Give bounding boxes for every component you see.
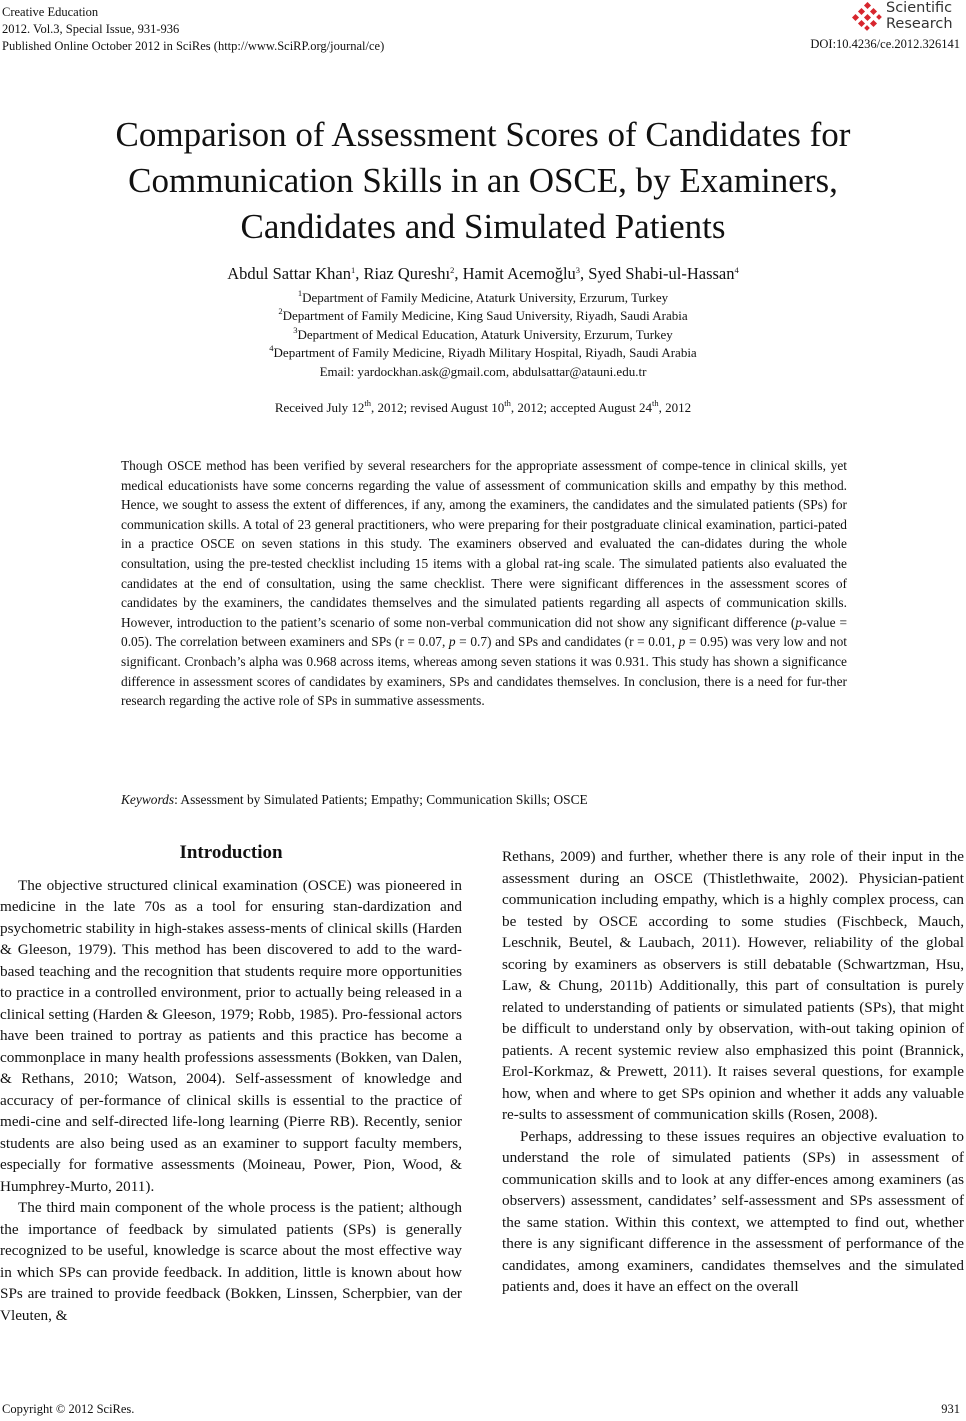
author-sup: 3: [575, 265, 581, 275]
received-text: , 2012; accepted August 24: [510, 400, 653, 415]
received-text: , 2012; revised August 10: [371, 400, 505, 415]
affiliation-text: Department of Family Medicine, King Saud University, Riyadh, Saudi Arabia: [282, 308, 688, 323]
abstract-text: Though OSCE method has been verified by several researchers for the appropriate assessment of compe-tence in clinical skills, yet medical educationists have some concerns regarding the value of assessment of communication skills and empathy by this method. Hence, we sought to assess the extent of differences, if any, among the examiners, the candidates and the simulated patients (SPs) for communication skills. A total of 23 general practitioners, who were preparing for their postgraduate clinical examination, partici-pated in a practice OSCE on seven stations in this study. The examiners observed and evaluated the can-didates during the whole consultation, using the pre-tested checklist including 15 items with a global rat-ing scale. The simulated patients also evaluated the candidates at the end of consultation, using the same checklist. There were significant differences in the assessment scores of candidates by the examiners, the candidates themselves and the simulated patients regarding all aspects of communication skills. However, introduction to the patient’s scenario of some non-verbal communication did not show any significant difference (: [121, 458, 847, 630]
abstract-italic: p: [678, 634, 686, 650]
author-sup: 1: [350, 265, 356, 275]
logo-line-1: Scientific: [886, 0, 953, 16]
author-sep: ,: [355, 264, 364, 283]
journal-published: Published Online October 2012 in SciRes (http://www.SciRP.org/journal/ce): [2, 39, 385, 53]
body-column-right: [502, 846, 964, 1298]
journal-name: Creative Education: [2, 5, 99, 19]
affiliation-sup: 4: [269, 343, 274, 353]
author-email[interactable]: Email: yardockhan.ask@gmail.com, abdulsattar@atauni.edu.tr: [319, 364, 647, 379]
received-text: Received July 12: [274, 400, 365, 415]
received-sup: th: [652, 398, 659, 408]
abstract-text: = 0.7) and SPs and candidates (r = 0.01,: [455, 634, 679, 650]
abstract-text: = 0.95) was very low and not significant. Cronbach’s alpha was 0.968 across items, whereas among seven stations it was 0.931. This study has shown a significance difference in assessment scores of candidates by examiners, SPs and candidates themselves. In conclusion, there is a need for fur-ther research regarding the active role of SPs in summative assessments.: [121, 634, 848, 709]
affiliation-sup: 3: [293, 325, 298, 335]
affiliation-text: Department of Family Medicine, Ataturk University, Erzurum, Turkey: [302, 290, 669, 305]
affiliation: [0, 345, 966, 361]
author-list: [0, 264, 966, 284]
affiliation-text: Department of Family Medicine, Riyadh Military Hospital, Riyadh, Saudi Arabia: [273, 345, 697, 360]
abstract-italic: p: [795, 614, 803, 630]
scientific-research-logo: [852, 0, 962, 36]
journal-issue: 2012. Vol.3, Special Issue, 931-936: [2, 22, 180, 36]
paper-title: [60, 112, 906, 250]
abstract: [121, 456, 847, 711]
keywords: [121, 792, 847, 808]
author-sup: 4: [734, 265, 739, 275]
received-sup: th: [504, 398, 511, 408]
received-text: , 2012: [658, 400, 692, 415]
title-line-2: Communication Skills in an OSCE, by Examiners,: [128, 161, 838, 200]
paragraph: The third main component of the whole process is the patient; although the importance of feedback by simulated patients (SPs) is generally recognized to be useful, knowledge is scarce about the most effective way in which SPs can provide feedback. In addition, little is known about how SPs are trained to provide feedback (Bokken, Linssen, Scherpbier, van der Vleuten, &: [0, 1199, 462, 1324]
body-column-left: [0, 842, 462, 1326]
journal-header: [2, 4, 384, 55]
affiliation-text: Department of Medical Education, Ataturk University, Erzurum, Turkey: [297, 327, 673, 342]
title-line-1: Comparison of Assessment Scores of Candidates for: [115, 115, 851, 154]
author-sep: ,: [454, 264, 463, 283]
paragraph: The objective structured clinical examination (OSCE) was pioneered in medicine in the late 70s as a tool for ensuring stan-dardization and psychometric stability in high-stakes assess-ments of clinical skills (Harden & Gleeson, 1979). This method has been discovered to add to the ward-based teaching and the recognition that students require more opportunities to practice in a controlled environment, prior to actually being released in a clinical setting (Harden & Gleeson, 1979; Robb, 1985). Pro-fessional actors have been trained to portray as patients and this practice has become a commonplace in many health professions assessments (Bokken, van Dalen, & Rethans, 2010; Watson, 2004). Self-assessment of knowledge and accuracy of per-formance of clinical skills is essential to the practice of medi-cine and self-directed life-long learning (Pierre RB). Recently, senior students are also being used as an examiner to support faculty members, especially for formative assessments (Moineau, Power, Pion, Wood, & Humphrey-Murto, 2011).: [0, 876, 462, 1195]
abstract-text: -value = 0.05). The correlation between examiners and SPs (r = 0.07,: [121, 614, 848, 650]
affiliation-sup: 1: [297, 288, 303, 298]
section-heading: Introduction: [179, 842, 283, 863]
received-sup: th: [364, 398, 371, 408]
copyright: Copyright © 2012 SciRes.: [2, 1402, 135, 1416]
keywords-text: : Assessment by Simulated Patients; Empathy; Communication Skills; OSCE: [174, 792, 588, 807]
logo-text: [886, 0, 953, 32]
keywords-label: Keywords: [121, 792, 175, 807]
doi: DOI:10.4236/ce.2012.326141: [810, 37, 960, 51]
affiliation: [0, 308, 966, 324]
title-line-3: Candidates and Simulated Patients: [240, 207, 726, 246]
received-dates: [0, 400, 966, 416]
logo-line-2: Research: [886, 16, 953, 32]
abstract-italic: p: [448, 634, 456, 650]
author-sep: ,: [580, 264, 589, 283]
affiliation-sup: 2: [278, 306, 283, 316]
page-number: 931: [941, 1402, 960, 1416]
paragraph: Perhaps, addressing to these issues requires an objective evaluation to understand the role of simulated patients (SPs) in assessment of communication skills and to look at any differ-ences among examiners (as observers) assessment, candidates’ self-assessment and SPs assessment of the same station. Within this context, we attempted to find out, whether there is any significant difference in the assessment of performance of the candidates, among examiners, candidates themselves and the simulated patients and, does it have an effect on the overall: [502, 1127, 964, 1295]
author-name: Hamit Acemoğlu: [462, 264, 576, 283]
paragraph: Rethans, 2009) and further, whether there is any role of their input in the assessment during an OSCE (Thistlethwaite, 2002). Physician-patient communication including empathy, which is a highly complex process, can be tested by OSCE according to some studies (Fischbeck, Mauch, Leschnik, Beutel, & Laubach, 2011). However, reliability of the global scoring by examiners as observers is still debatable (Schwartzman, Hsu, Law, & Chung, 2011b) Additionally, this part of consultation is purely related to understanding of patients or simulated patients (SPs), that might be difficult to understand only by observation, with-out taking opinion of patients. A recent systemic review also emphasized this point (Brannick, Erol-Korkmaz, & Prewett, 2011). It raises several questions, for example how, when and where to get SPs opinion and whether it adds any valuable re-sults to assessment of communication skills (Rosen, 2008).: [502, 848, 964, 1123]
author-sup: 2: [450, 265, 455, 275]
author-name: Syed Shabi-ul-Hassan: [588, 264, 735, 283]
affiliation: [0, 327, 966, 343]
author-name: Abdul Sattar Khan: [227, 264, 351, 283]
author-name: Riaz Qureshı: [363, 264, 451, 283]
affiliation: [0, 290, 966, 306]
logo-diamond-icon: [852, 2, 882, 32]
